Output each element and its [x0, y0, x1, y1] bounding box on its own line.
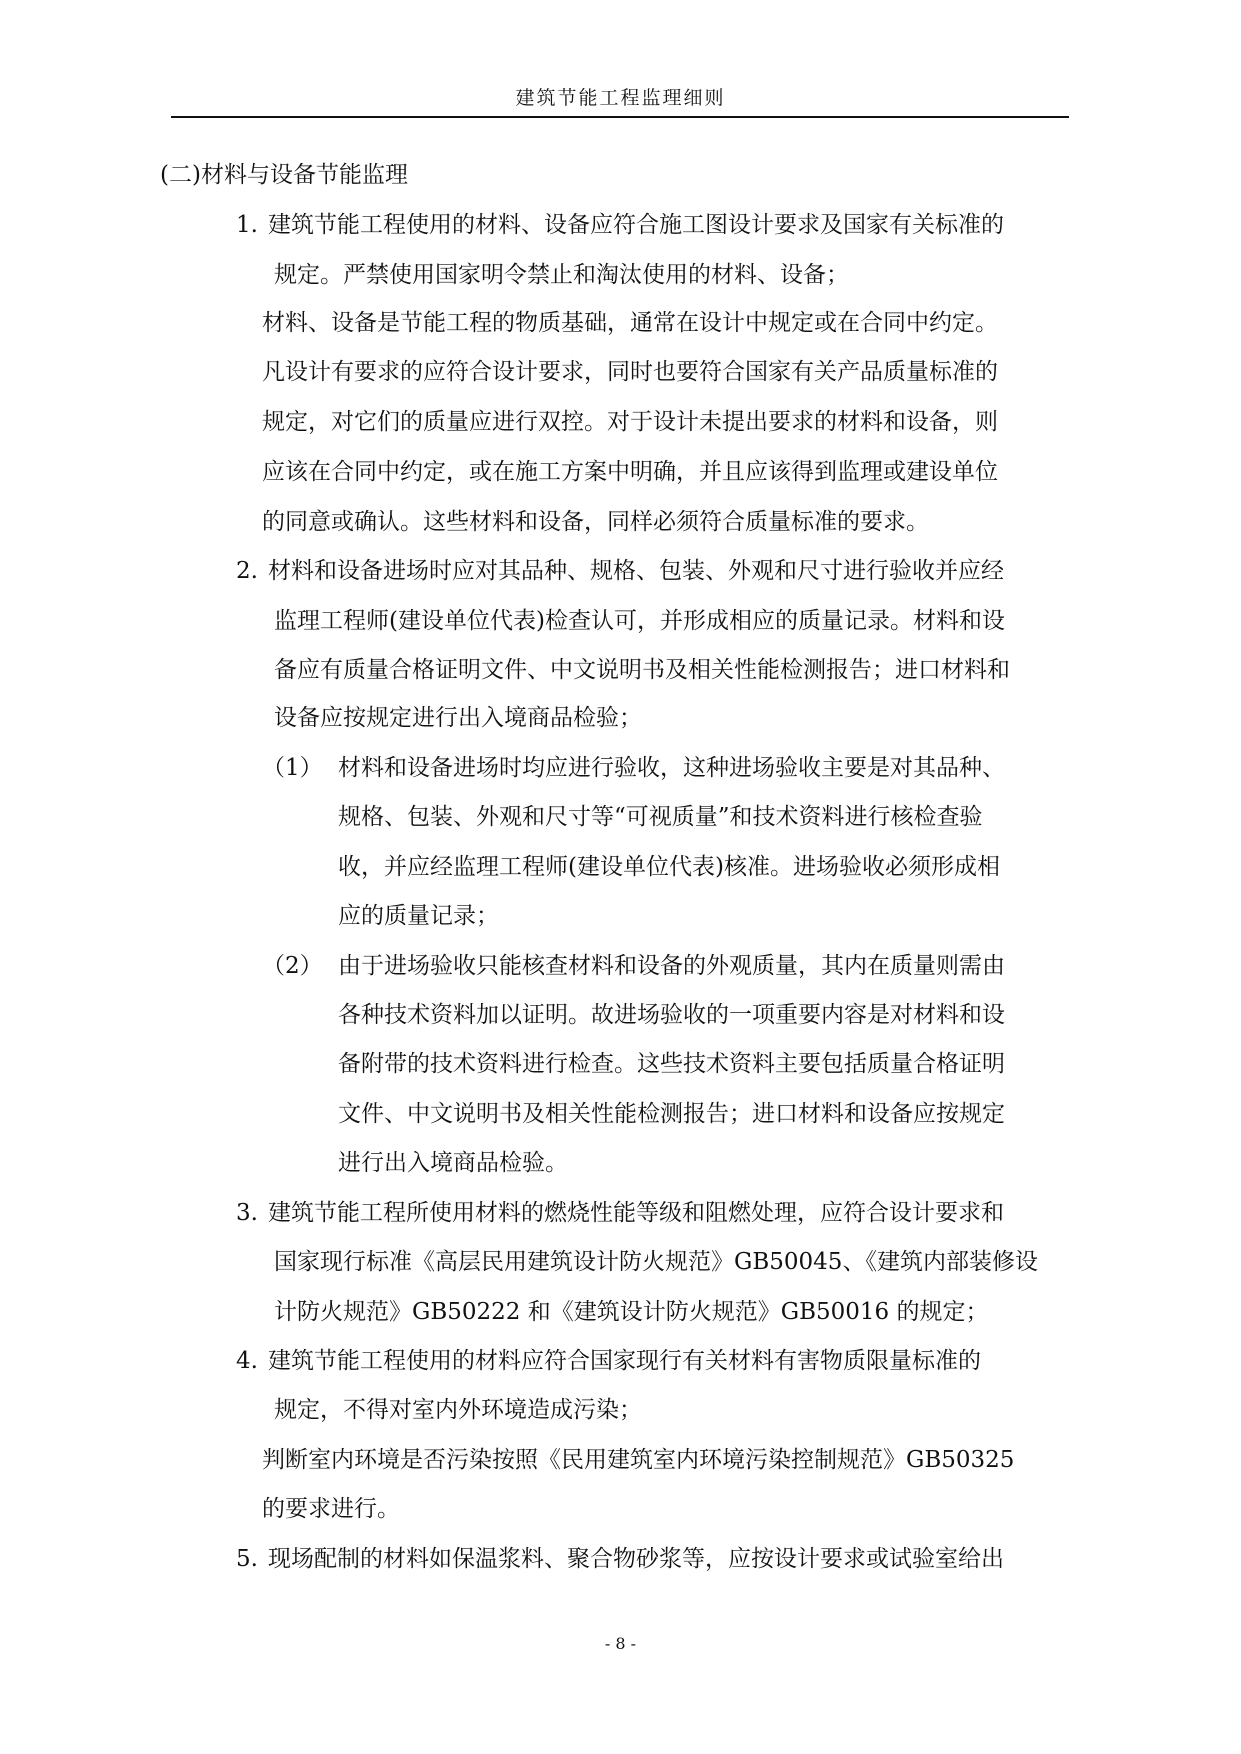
note-text-line: 的要求进行。	[262, 1496, 400, 1522]
sub-item-text-line: 由于进场验收只能核查材料和设备的外观质量，其内在质量则需由	[338, 953, 1005, 979]
item-text-line: 国家现行标准《高层民用建筑设计防火规范》GB50045、《建筑内部装修设	[274, 1249, 1038, 1275]
sub-item-text-line: 各种技术资料加以证明。故进场验收的一项重要内容是对材料和设	[338, 1002, 1005, 1028]
header-title: 建筑节能工程监理细则	[515, 87, 726, 109]
note-text-line: 凡设计有要求的应符合设计要求，同时也要符合国家有关产品质量标准的	[262, 359, 998, 385]
item-number: 5.	[236, 1546, 258, 1572]
item-text-line: 设备应按规定进行出入境商品检验；	[274, 705, 642, 731]
item-text-line: 规定。严禁使用国家明令禁止和淘汰使用的材料、设备；	[274, 262, 849, 288]
item-text-line: 规定，不得对室内外环境造成污染；	[274, 1397, 642, 1423]
sub-item-text-line: 文件、中文说明书及相关性能检测报告；进口材料和设备应按规定	[338, 1101, 1005, 1127]
item-text-line: 建筑节能工程使用的材料、设备应符合施工图设计要求及国家有关标准的	[268, 212, 1004, 238]
item-text-line: 监理工程师(建设单位代表)检查认可，并形成相应的质量记录。材料和设	[274, 608, 1005, 634]
item-number: 3.	[236, 1200, 258, 1226]
item-text-line: 备应有质量合格证明文件、中文说明书及相关性能检测报告；进口材料和	[274, 657, 1010, 683]
sub-item-number: （1）	[262, 755, 323, 781]
note-text-line: 应该在合同中约定，或在施工方案中明确，并且应该得到监理或建设单位	[262, 459, 998, 485]
item-text-line: 建筑节能工程所使用材料的燃烧性能等级和阻燃处理，应符合设计要求和	[268, 1200, 1004, 1226]
item-number: 4.	[236, 1348, 258, 1374]
item-number: 1.	[236, 212, 258, 238]
section-heading: (二)材料与设备节能监理	[160, 162, 408, 188]
header-divider	[171, 116, 1069, 118]
item-text-line: 计防火规范》GB50222 和《建筑设计防火规范》GB50016 的规定；	[274, 1299, 989, 1325]
sub-item-text-line: 收，并应经监理工程师(建设单位代表)核准。进场验收必须形成相	[338, 854, 1000, 880]
sub-item-number: （2）	[262, 953, 323, 979]
note-text-line: 的同意或确认。这些材料和设备，同样必须符合质量标准的要求。	[262, 509, 929, 535]
page-number: - 8 -	[604, 1634, 637, 1653]
sub-item-text-line: 备附带的技术资料进行检查。这些技术资料主要包括质量合格证明	[338, 1051, 1005, 1077]
note-text-line: 规定，对它们的质量应进行双控。对于设计未提出要求的材料和设备，则	[262, 409, 998, 435]
item-text-line: 建筑节能工程使用的材料应符合国家现行有关材料有害物质限量标准的	[268, 1348, 981, 1374]
sub-item-text-line: 规格、包装、外观和尺寸等“可视质量”和技术资料进行核检查验	[338, 804, 983, 830]
item-text-line: 现场配制的材料如保温浆料、聚合物砂浆等，应按设计要求或试验室给出	[268, 1546, 1004, 1572]
sub-item-text-line: 材料和设备进场时均应进行验收，这种进场验收主要是对其品种、	[338, 755, 1005, 781]
sub-item-text-line: 应的质量记录；	[338, 903, 499, 929]
item-number: 2.	[236, 558, 258, 584]
sub-item-text-line: 进行出入境商品检验。	[338, 1150, 568, 1176]
note-text-line: 材料、设备是节能工程的物质基础，通常在设计中规定或在合同中约定。	[262, 310, 998, 336]
item-text-line: 材料和设备进场时应对其品种、规格、包装、外观和尺寸进行验收并应经	[268, 558, 1004, 584]
note-text-line: 判断室内环境是否污染按照《民用建筑室内环境污染控制规范》GB50325	[262, 1447, 1015, 1473]
